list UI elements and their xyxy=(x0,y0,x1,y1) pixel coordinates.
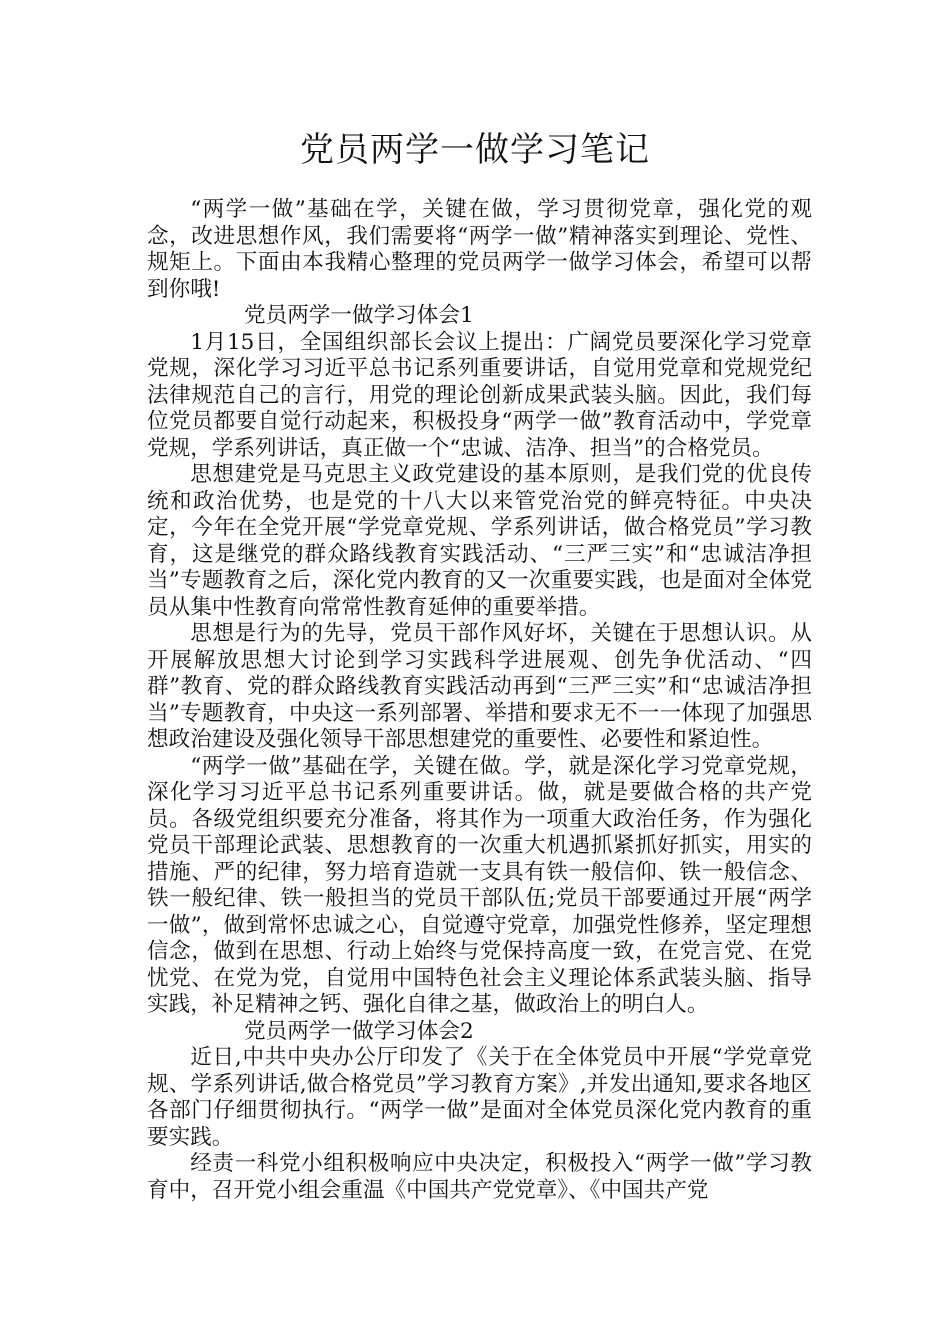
document-body xyxy=(147,197,812,1204)
paragraph: 1月15日，全国组织部长会议上提出：广阔党员要深化学习党章党规，深化学习习近平总书记系列重要讲话，自觉用党章和党规党纪法律规范自己的言行，用党的理论创新成果武装头脑。因此，我们每位党员都要自觉行动起来，积极投身“两学一做”教育活动中，学党章党规，学系列讲话，真正做一个“忠诚、洁净、担当”的合格党员。 xyxy=(147,329,812,461)
section-heading-1: 党员两学一做学习体会1 xyxy=(244,303,474,328)
paragraph: “两学一做”基础在学，关键在做。学，就是深化学习党章党规，深化学习习近平总书记系列重要讲话。做，就是要做合格的共产党员。各级党组织要充分准备，将其作为一项重大政治任务，作为强化党员干部理论武装、思想教育的一次重大机遇抓紧抓好抓实，用实的措施、严的纪律，努力培育造就一支具有铁一般信仰、铁一般信念、铁一般纪律、铁一般担当的党员干部队伍;党员干部要通过开展“两学一做”，做到常怀忠诚之心，自觉遵守党章，加强党性修养，坚定理想信念，做到在思想、行动上始终与党保持高度一致，在党言党、在党忧党、在党为党，自觉用中国特色社会主义理论体系武装头脑、指导实践，补足精神之钙、强化自律之基，做政治上的明白人。 xyxy=(147,753,812,1017)
section-heading-2: 党员两学一做学习体会2 xyxy=(244,1018,474,1044)
paragraph: 思想是行为的先导，党员干部作风好坏，关键在于思想认识。从开展解放思想大讨论到学习实践科学进展观、创先争优活动、“四群”教育、党的群众路线教育实践活动再到“三严三实”和“忠诚洁净担当”专题教育，中央这一系列部署、举措和要求无不一一体现了加强思想政治建设及强化领导干部思想建党的重要性、必要性和紧迫性。 xyxy=(147,621,812,752)
paragraph-intro: “两学一做”基础在学，关键在做，学习贯彻党章，强化党的观念，改进思想作风，我们需要将“两学一做”精神落实到理论、党性、规矩上。下面由本我精心整理的党员两学一做学习体会，希望可以帮到你哦! xyxy=(147,197,812,302)
paragraph: 思想建党是马克思主义政党建设的基本原则，是我们党的优良传统和政治优势，也是党的十八大以来管党治党的鲜亮特征。中央决定，今年在全党开展“学党章党规、学系列讲话，做合格党员”学习教育，这是继党的群众路线教育实践活动、“三严三实”和“忠诚洁净担当”专题教育之后，深化党内教育的又一次重要实践，也是面对全体党员从集中性教育向常常性教育延伸的重要举措。 xyxy=(147,462,812,620)
paragraph: 经责一科党小组积极响应中央决定，积极投入“两学一做”学习教育中，召开党小组会重温《中国共产党党章》、《中国共产党 xyxy=(147,1151,812,1203)
paragraph: 近日,中共中央办公厅印发了《关于在全体党员中开展“学党章党规、学系列讲话,做合格党员”学习教育方案》,并发出通知,要求各地区各部门仔细贯彻执行。“两学一做”是面对全体党员深化党内教育的重要实践。 xyxy=(147,1045,812,1150)
document-title: 党员两学一做学习笔记 xyxy=(300,130,650,170)
